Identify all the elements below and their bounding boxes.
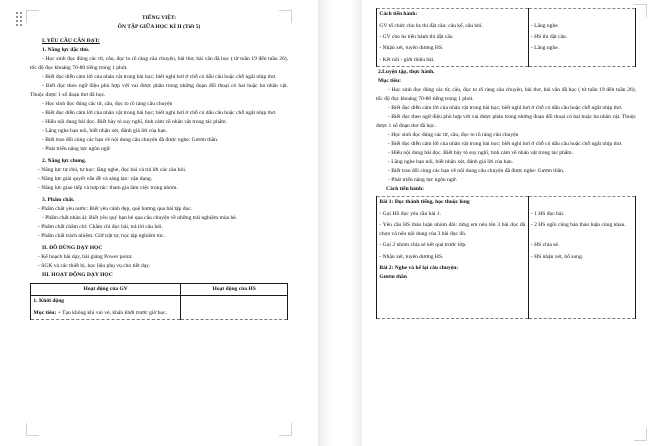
list-item: - Biết trao đổi cùng các bạn về nội dung câu chuyện đã được nghe: Gươm thần.	[388, 167, 565, 174]
table-cell-gv: - Kết nối - giới thiệu bài.	[377, 54, 529, 66]
table-cell-hs: - HS nhận xét, bổ sung.	[528, 252, 636, 263]
heading-luyen-tap-thuc-hanh: 2.Luyện tập, thực hành.	[378, 68, 435, 75]
table-cell-hs	[181, 295, 288, 307]
table-cell-gv: - Yêu cầu HS thảo luận nhóm đôi: từng em nêu tên 3 bài đọc đã chọn và nêu nội dung của 3 bài đọc đó.	[377, 220, 529, 240]
list-item: - SGK và các thiết bị, học liệu phụ vụ cho tiết dạy.	[38, 263, 151, 270]
list-item: - Học sinh đọc đúng các từ, câu, đọc to rõ ràng câu chuyện, bài thơ, bài văn đã học ( từ tuần 19 đến tuần 26), tốc độ đọc khoảng 70-80 tiếng trong 1 phút.	[376, 86, 636, 102]
table-cell-hs	[528, 197, 636, 209]
heading-cach-tien-hanh: Cách tiến hành:	[386, 185, 424, 192]
table-cell-gv	[31, 307, 181, 319]
list-item: - Học sinh đọc đúng các từ, câu, đọc to rõ ràng câu chuyện	[388, 131, 519, 138]
table-row	[377, 32, 636, 43]
table-cell-gv: - Nhận xét, tuyên dương HS.	[377, 252, 529, 263]
column-header-gv: Hoạt động của GV	[31, 283, 181, 295]
table-cell-hs: - 2 HS ngồi cùng bàn thảo luận cùng nhau.	[528, 220, 636, 240]
list-item: - Phát triển năng lực ngôn ngữ.	[42, 145, 112, 152]
list-item: - Biết đọc diễn cảm lời của nhân vật trong bài học; biết nghỉ hơi ở chỗ có dấu câu hoặc chỗ ngắt nhịp thơ.	[388, 104, 623, 111]
list-item: - Biết trao đổi cùng các bạn về nội dung câu chuyện đã được nghe: Gươm thần.	[42, 136, 219, 143]
list-item: - Kế hoạch bài dạy, bài giảng Power point.	[38, 254, 133, 261]
row-title-bai-2-line-1: Bài 2: Nghe và kể lại câu chuyện:	[379, 265, 459, 272]
doc-title-line-1: TIẾNG VIỆT:	[141, 15, 177, 21]
heading-do-dung-day-hoc: II. ĐỒ DÙNG DẠY HỌC	[42, 245, 103, 252]
list-item: - Lắng nghe bạn nói, biết nhận xét, đánh giá lời của bạn.	[42, 127, 168, 134]
table-cell-gv: - GV cho hs tiến hành thi đặt câu	[377, 32, 529, 43]
table-cell-hs: - 1 HS đọc bài.	[528, 208, 636, 219]
list-item: - Phẩm chất chăm chỉ: Chăm chỉ đọc bài, trả lời câu hỏi.	[38, 224, 163, 231]
right-page-content	[376, 8, 636, 319]
table-cell-hs	[528, 263, 636, 319]
crop-mark-bottom-right	[279, 423, 292, 436]
table-cell-gv	[31, 295, 181, 307]
heading-muc-tieu: Mục tiêu:	[378, 77, 401, 84]
row-title-khoi-dong: 1. Khởi động	[33, 298, 65, 305]
document-page-right[interactable]	[362, 0, 650, 446]
table-row	[377, 263, 636, 319]
row-goal-text: + Tạo không khí vui vẻ, khấn khởi trước giờ học.	[57, 309, 168, 316]
table-row	[377, 54, 636, 66]
table-cell-gv	[377, 9, 529, 21]
table-cell-gv: - Gọi 2 nhóm chia sẻ kết quả trước lớp.	[377, 240, 529, 251]
lesson-activity-table-left	[30, 283, 288, 320]
table-cell-hs: - Lắng nghe.	[528, 20, 636, 31]
list-item: - Phẩm chất nhân ái: Biết yêu quý bạn bè qua câu chuyện về những trải nghiệm mùa hè.	[42, 215, 238, 222]
heading-nang-luc-chung: 2. Năng lực chung.	[42, 157, 87, 164]
left-page-content	[30, 14, 288, 320]
method-heading: Cách tiến hành:	[379, 11, 418, 18]
list-item: - Biết đọc theo ngữ điệu phù hợp với vai được phân trong những đoạn đối thoại có hai hoặc ba nhân vật. Thuộc được 1 số đoạn thơ đã học.	[30, 82, 288, 98]
list-item: - Năng lực giao tiếp và hợp tác: tham gia làm việc trong nhóm.	[38, 184, 178, 191]
list-item: - Học sinh đọc đúng các từ, câu, đọc to rõ ràng câu chuyện, bài thơ, bài văn đã học ( từ tuần 19 đến tuần 26), tốc độ đọc khoảng 70-80 tiếng trong 1 phút.	[30, 55, 288, 71]
document-page-left[interactable]	[0, 0, 318, 446]
row-goal-label: Mục tiêu:	[33, 309, 57, 316]
table-row	[377, 240, 636, 251]
list-item: - Lắng nghe bạn nói, biết nhận xét, đánh giá lời của bạn.	[388, 158, 514, 165]
table-row	[377, 197, 636, 209]
table-row	[377, 43, 636, 54]
lesson-activity-table-right-bottom	[376, 196, 636, 319]
list-item: - Biết đọc theo ngữ điệu phù hợp với vai được phân trong những đoạn đối thoại có hai hoặc ba nhân vật. Thuộc được 1 số đoạn thơ đã học.	[376, 113, 636, 129]
table-row	[31, 307, 288, 319]
heading-pham-chat: 3. Phẩm chất.	[42, 197, 75, 204]
heading-hoat-dong-day-hoc: III. HOẠT ĐỘNG DẠY HỌC	[42, 272, 113, 279]
list-item: - Biết đọc diễn cảm lời của nhân vật trong bài học; biết nghỉ hơi ở chỗ có dấu câu hoặc chỗ ngắt nhịp thơ.	[42, 109, 277, 116]
crop-mark-bottom-right	[634, 428, 647, 441]
table-cell-hs: - Lắng nghe.	[528, 43, 636, 54]
table-cell-hs	[181, 307, 288, 319]
table-row	[31, 295, 288, 307]
lesson-activity-table-right-top	[376, 8, 636, 67]
table-header-row	[31, 283, 288, 295]
table-cell-gv	[377, 263, 529, 319]
list-item: - Học sinh đọc đúng các từ, câu, đọc to rõ ràng câu chuyện	[42, 100, 173, 107]
table-cell-gv: GV tổ chức cho hs thi đặt câu: câu kể, câu hỏi.	[377, 20, 529, 31]
table-cell-gv: - Gọi HS đọc yêu cầu bài 1.	[377, 208, 529, 219]
table-cell-gv	[377, 197, 529, 209]
list-item: - Hiểu nội dung bài đọc. Biết bày tỏ suy nghĩ, tình cảm về nhân vật trong tác phẩm.	[388, 149, 574, 156]
table-row	[377, 220, 636, 240]
heading-nang-luc-dac-thu: 1. Năng lực đặc thù.	[42, 46, 90, 53]
table-row	[377, 20, 636, 31]
list-item: - Phẩm chất trách nhiệm: Giữ trật tự, học tập nghiêm túc.	[38, 233, 165, 240]
row-title-bai-2-line-2: Gươm thần	[379, 274, 407, 281]
list-item: - Biết đọc diễn cảm lời của nhân vật trong bài học; biết nghỉ hơi ở chỗ có dấu câu hoặc chỗ ngắt nhịp thơ.	[388, 140, 623, 147]
move-handle-icon[interactable]	[16, 12, 26, 26]
table-row	[377, 208, 636, 219]
table-cell-hs	[528, 9, 636, 21]
page-gutter	[318, 0, 362, 446]
doc-title-line-2: ÔN TẬP GIỮA HỌC KÌ II (Tiết 5)	[117, 23, 201, 30]
table-row	[377, 252, 636, 263]
row-title-bai-1: Bài 1: Đọc thành tiếng, học thuộc lòng	[379, 199, 470, 206]
list-item: - Phát triển năng lực ngôn ngữ.	[388, 176, 458, 183]
table-cell-gv: - Nhận xét, tuyên dương HS.	[377, 43, 529, 54]
list-item: - Năng lực tự chủ, tự học: lắng nghe, đọc bài và trả lời các câu hỏi.	[38, 166, 187, 173]
list-item: - Phẩm chất yêu nước: Biết yêu cảnh đẹp, quê hương qua bài tập đọc.	[38, 206, 193, 213]
table-cell-hs: - HS chia sẻ.	[528, 240, 636, 251]
list-item: - Năng lực giải quyết vấn đề và sáng tạo: vận dụng.	[38, 175, 153, 182]
table-row	[377, 9, 636, 21]
table-cell-hs: - HS thi đặt câu.	[528, 32, 636, 43]
column-header-hs: Hoạt động của HS	[181, 283, 288, 295]
list-item: - Biết đọc diễn cảm lời của nhân vật trong bài học; biết nghỉ hơi ở chỗ có dấu câu hoặc chỗ ngắt nhịp thơ.	[42, 73, 277, 80]
table-cell-hs	[528, 54, 636, 66]
heading-yeu-cau-can-dat: I. YÊU CẦU CẦN ĐẠT:	[42, 37, 100, 44]
crop-mark-bottom-left	[26, 423, 39, 436]
list-item: - Hiểu nội dung bài đọc. Biết bày tỏ suy nghĩ, tình cảm về nhân vật trong tác phẩm.	[42, 118, 228, 125]
